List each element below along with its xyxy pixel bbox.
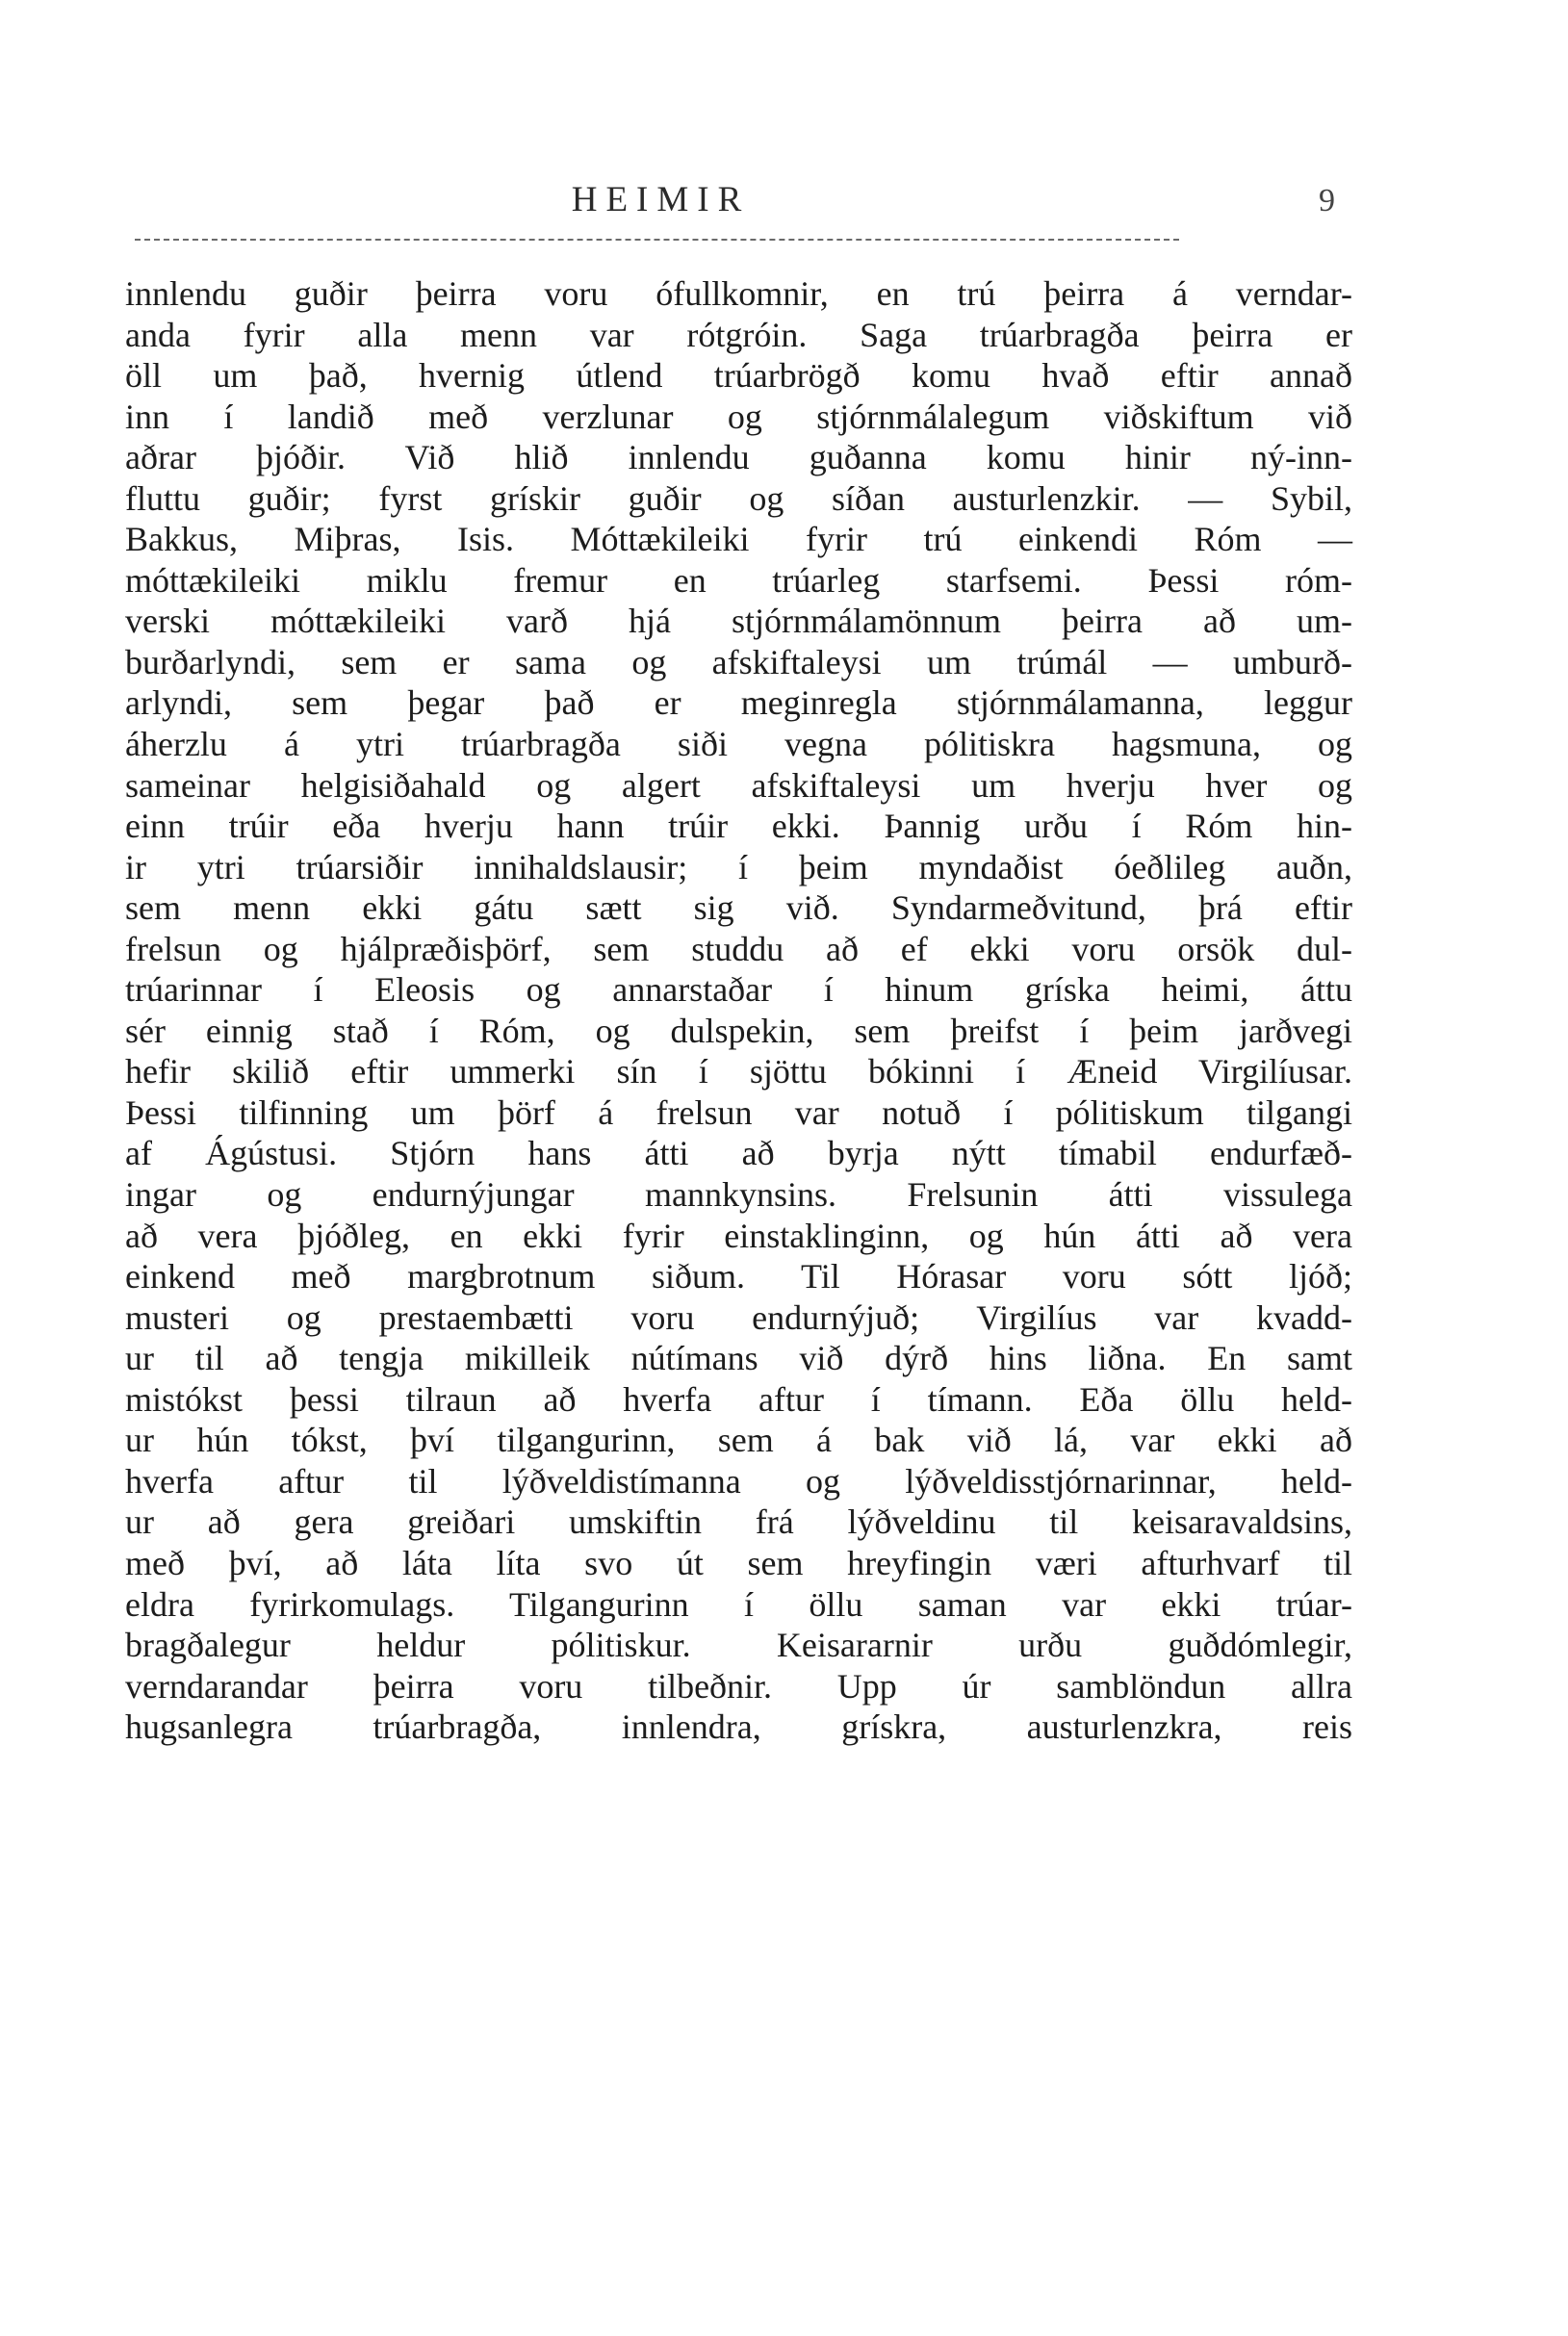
text-line: af Ágústusi. Stjórn hans átti að byrja nýtt tímabil endurfæð-	[125, 1134, 1352, 1173]
text-line: sameinar helgisiðahald og algert afskiftaleysi um hverju hver og	[125, 765, 1352, 805]
running-title: HEIMIR	[571, 180, 751, 219]
text-line: hverfa aftur til lýðveldistímanna og lýðveldisstjórnarinnar, held-	[125, 1461, 1352, 1501]
text-line: ur hún tókst, því tilgangurinn, sem á bak við lá, var ekki að	[125, 1421, 1352, 1460]
header-rule	[135, 239, 1179, 241]
text-line: ir ytri trúarsiðir innihaldslausir; í þeim myndaðist óeðlileg auðn,	[125, 847, 1352, 886]
text-line: verndarandar þeirra voru tilbeðnir. Upp úr samblöndun allra	[125, 1666, 1352, 1706]
running-head	[0, 179, 1568, 227]
text-line: öll um það, hvernig útlend trúarbrögð komu hvað eftir annað	[125, 356, 1352, 396]
text-line: musteri og prestaembætti voru endurnýjuð; Virgilíus var kvadd-	[125, 1297, 1352, 1337]
text-line: ur til að tengja mikilleik nútímans við dýrð hins liðna. En samt	[125, 1339, 1352, 1378]
text-line: hefir skilið eftir ummerki sín í sjöttu bókinni í Æneid Virgilíusar.	[125, 1052, 1352, 1091]
text-line: eldra fyrirkomulags. Tilgangurinn í öllu saman var ekki trúar-	[125, 1584, 1352, 1624]
text-line: mistókst þessi tilraun að hverfa aftur í tímann. Eða öllu held-	[125, 1379, 1352, 1419]
text-line: trúarinnar í Eleosis og annarstaðar í hinum gríska heimi, áttu	[125, 970, 1352, 1010]
text-line: einn trúir eða hverju hann trúir ekki. Þannig urðu í Róm hin-	[125, 807, 1352, 846]
text-line: innlendu guðir þeirra voru ófullkomnir, en trú þeirra á verndar-	[125, 274, 1352, 313]
text-line: með því, að láta líta svo út sem hreyfingin væri afturhvarf til	[125, 1543, 1352, 1582]
text-line: verski móttækileiki varð hjá stjórnmálamönnum þeirra að um-	[125, 602, 1352, 641]
text-line: sem menn ekki gátu sætt sig við. Syndarmeðvitund, þrá eftir	[125, 888, 1352, 928]
page-number: 9	[1319, 183, 1335, 218]
text-line: móttækileiki miklu fremur en trúarleg starfsemi. Þessi róm-	[125, 560, 1352, 600]
text-line: aðrar þjóðir. Við hlið innlendu guðanna komu hinir ný-inn-	[125, 438, 1352, 477]
text-line: hugsanlegra trúarbragða, innlendra, grískra, austurlenzkra, reis	[125, 1707, 1352, 1747]
text-line: bragðalegur heldur pólitiskur. Keisararnir urðu guðdómlegir,	[125, 1626, 1352, 1665]
text-line: ingar og endurnýjungar mannkynsins. Frelsunin átti vissulega	[125, 1175, 1352, 1215]
text-line: ur að gera greiðari umskiftin frá lýðveldinu til keisaravaldsins,	[125, 1502, 1352, 1542]
text-line: Bakkus, Miþras, Isis. Móttækileiki fyrir trú einkendi Róm —	[125, 520, 1352, 559]
text-line: burðarlyndi, sem er sama og afskiftaleysi um trúmál — umburð-	[125, 642, 1352, 681]
text-line: anda fyrir alla menn var rótgróin. Saga trúarbragða þeirra er	[125, 315, 1352, 354]
text-line: fluttu guðir; fyrst grískir guðir og síðan austurlenzkir. — Sybil,	[125, 478, 1352, 518]
text-line: arlyndi, sem þegar það er meginregla stjórnmálamanna, leggur	[125, 683, 1352, 723]
text-line: frelsun og hjálpræðisþörf, sem studdu að ef ekki voru orsök dul-	[125, 929, 1352, 968]
text-line: að vera þjóðleg, en ekki fyrir einstaklinginn, og hún átti að vera	[125, 1216, 1352, 1255]
text-line: einkend með margbrotnum siðum. Til Hórasar voru sótt ljóð;	[125, 1257, 1352, 1296]
text-line: sér einnig stað í Róm, og dulspekin, sem þreifst í þeim jarðvegi	[125, 1011, 1352, 1050]
text-line: áherzlu á ytri trúarbragða siði vegna pólitiskra hagsmuna, og	[125, 725, 1352, 764]
body-text	[125, 273, 1352, 1748]
text-line: Þessi tilfinning um þörf á frelsun var notuð í pólitiskum tilgangi	[125, 1092, 1352, 1132]
text-line: inn í landið með verzlunar og stjórnmálalegum viðskiftum við	[125, 397, 1352, 436]
